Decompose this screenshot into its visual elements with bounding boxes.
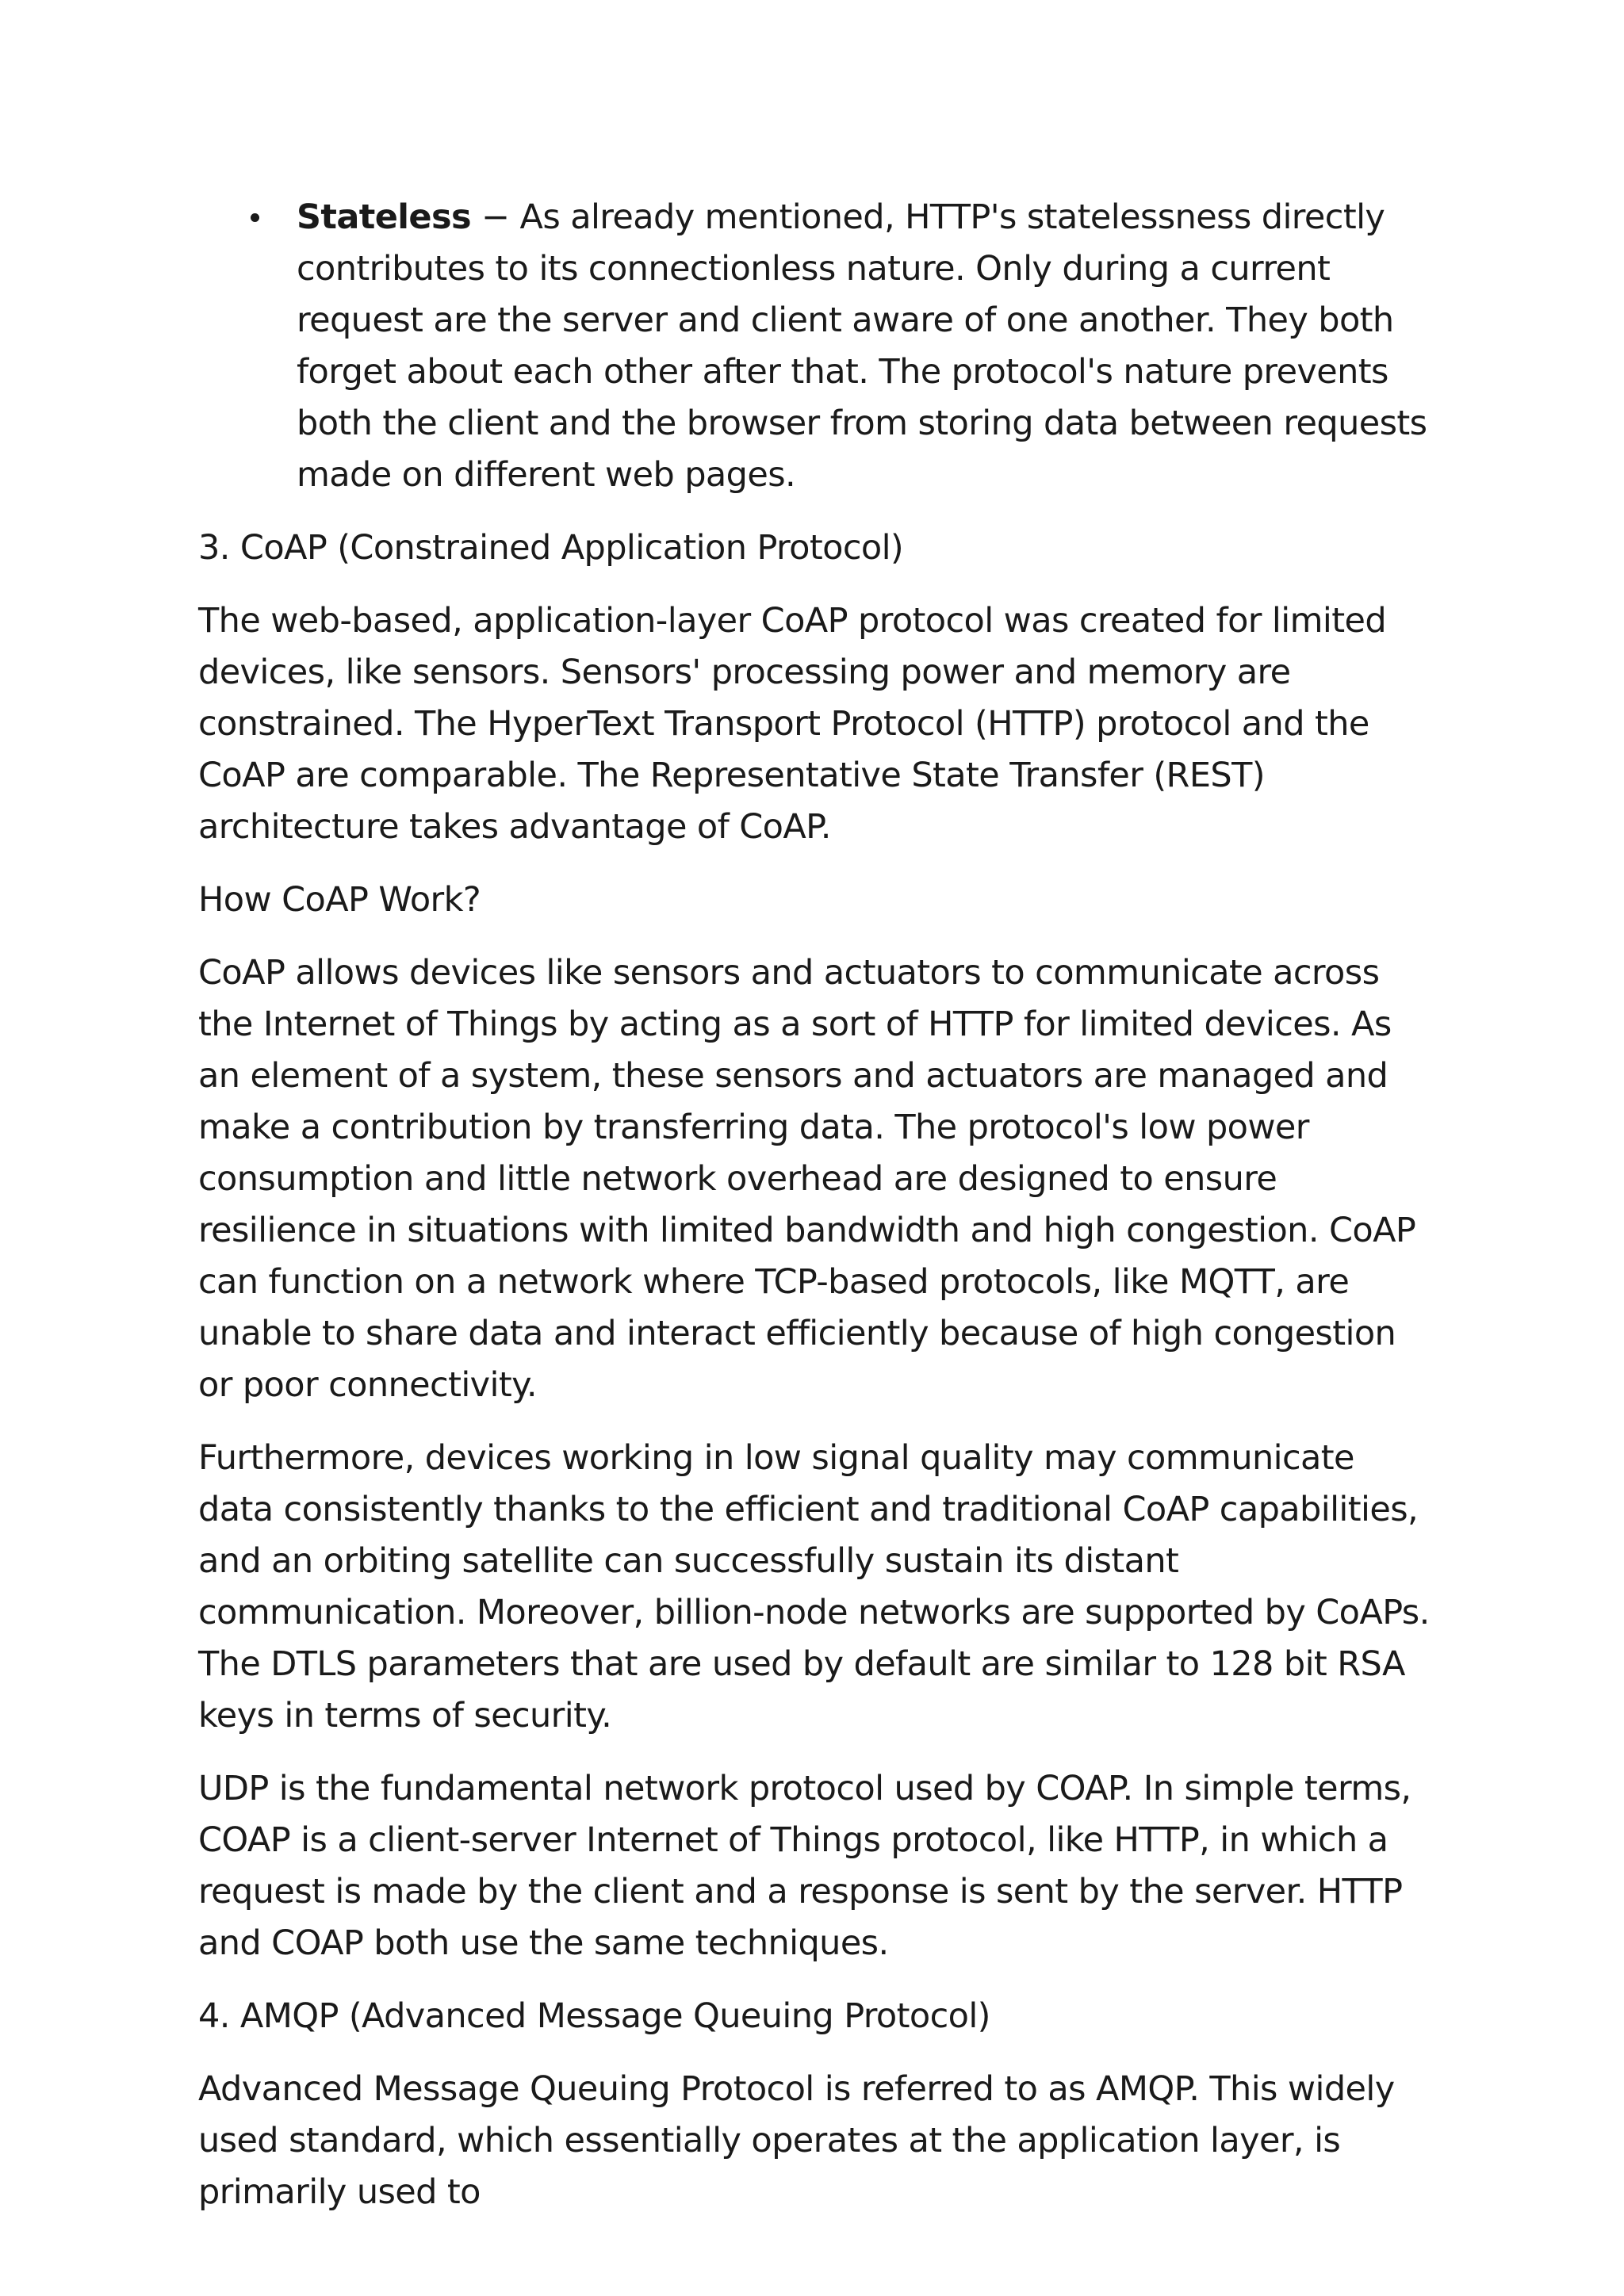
bullet-item-stateless	[198, 192, 1435, 501]
bullet-term: Stateless	[297, 197, 471, 237]
section-3-intro: The web-based, application-layer CoAP protocol was created for limited devices, like sensors. Sensors' processing power and memory are constrained. The HyperText Transport Protocol (HTTP) protocol and the CoAP are comparable. The Representative State Transfer (REST) architecture takes advantage of CoAP.	[198, 601, 1387, 847]
bullet-text: − As already mentioned, HTTP's statelessness directly contributes to its connectionless nature. Only during a current request are the server and client aware of one another. They both forget about each other after that. The protocol's nature prevents both the client and the browser from storing data between requests made on different web pages.	[297, 197, 1427, 495]
section-3-paragraph-1: CoAP allows devices like sensors and actuators to communicate across the Internet of Things by acting as a sort of HTTP for limited devices. As an element of a system, these sensors and actuators are managed and make a contribution by transferring data. The protocol's low power consumption and little network overhead are designed to ensure resilience in situations with limited bandwidth and high congestion. CoAP can function on a network where TCP-based protocols, like MQTT, are unable to share data and interact efficiently because of high congestion or poor connectivity.	[198, 953, 1416, 1405]
section-3-heading: 3. CoAP (Constrained Application Protocol)	[198, 528, 904, 568]
document-body	[198, 192, 1435, 2240]
bullet-dot-icon	[251, 213, 259, 222]
section-3-paragraph-2: Furthermore, devices working in low signal quality may communicate data consistently thanks to the efficient and traditional CoAP capabilities, and an orbiting satellite can successfully sustain its distant communication. Moreover, billion-node networks are supported by CoAPs. The DTLS parameters that are used by default are similar to 128 bit RSA keys in terms of security.	[198, 1438, 1430, 1735]
section-3-paragraph-3: UDP is the fundamental network protocol used by COAP. In simple terms, COAP is a client-server Internet of Things protocol, like HTTP, in which a request is made by the client and a response is sent by the server. HTTP and COAP both use the same techniques.	[198, 1769, 1411, 1963]
section-4-intro: Advanced Message Queuing Protocol is referred to as AMQP. This widely used standard, which essentially operates at the application layer, is primarily used to	[198, 2069, 1395, 2212]
section-3-subheading: How CoAP Work?	[198, 880, 481, 920]
section-4-heading: 4. AMQP (Advanced Message Queuing Protocol)	[198, 1996, 990, 2036]
bullet-list	[198, 192, 1435, 501]
